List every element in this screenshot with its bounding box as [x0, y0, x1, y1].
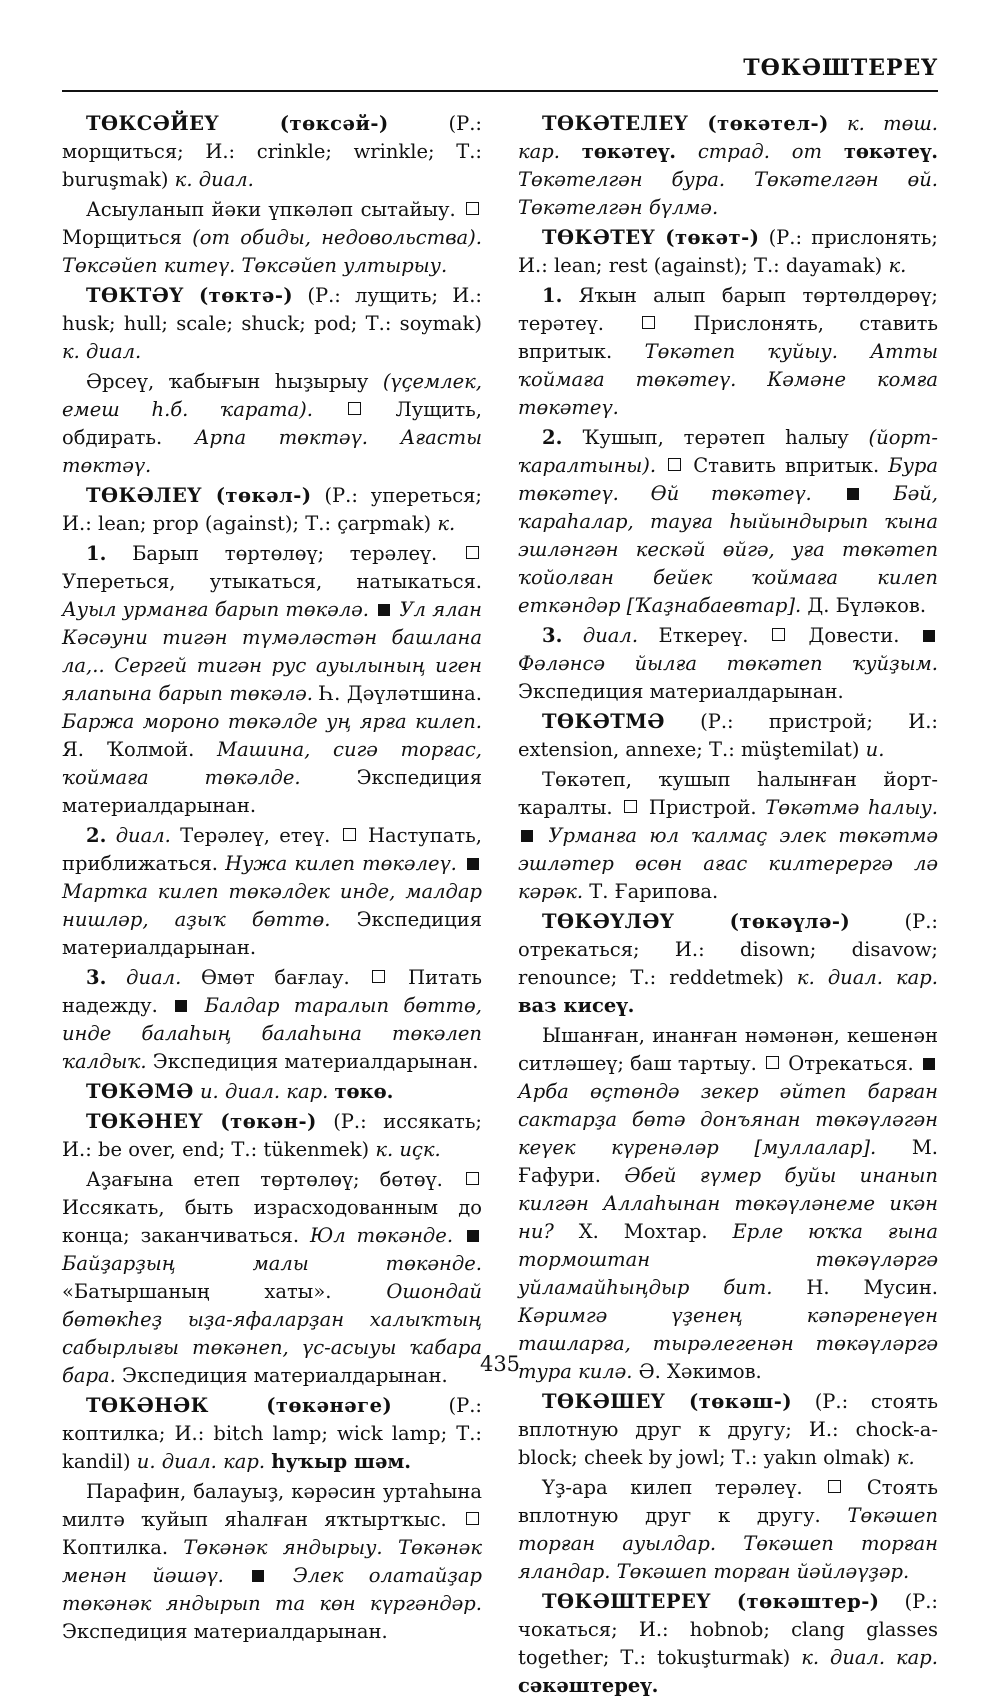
left-column [62, 110, 482, 1648]
italic-text: к. иҫк. [375, 1138, 441, 1161]
italic-text: Арпа төктәү. Ағасты төктәү. [62, 426, 482, 477]
italic-text: (от обиды, недовольства). Төксәйеп китеү. Төксәйеп ултырыу. [62, 226, 482, 277]
example-black-square-icon [467, 858, 479, 870]
text-run: Пристрой. [640, 796, 766, 819]
text-run: Яҡын алып барып төртөлдөрөү; терәтеү. [518, 284, 938, 335]
right-column [518, 110, 938, 1702]
text-run: (Р.: иссякать; И.: be over, end; Т.: tükenmek) [62, 1110, 482, 1161]
text-run: Экспедиция материалдарынан. [146, 1050, 479, 1073]
translation-square-icon [466, 546, 479, 559]
text-run [656, 454, 665, 477]
translation-square-icon [642, 316, 655, 329]
text-run: Аҙағына етеп төртөлөү; бөтөү. [86, 1168, 463, 1191]
dictionary-entry [518, 908, 938, 1020]
italic-text: страд. от [697, 140, 822, 163]
page-number: 435 [479, 1352, 521, 1376]
bold-text: 2. [86, 824, 107, 847]
text-run: (Р.: коптилка; И.: bitch lamp; wick lamp; Т.: kandil) [62, 1394, 482, 1473]
text-run: (Р.: морщиться; И.: crinkle; wrinkle; Т.: buruşmak) [62, 112, 482, 191]
headword: ТӨКӘТМӘ [542, 710, 665, 733]
definition-paragraph [62, 196, 482, 280]
text-run: (Р.: стоять вплотную друг к другу; И.: chock-a-block; cheek by jowl; Т.: yakın olmak) [518, 1390, 938, 1469]
headword: ТӨКӘМӘ [86, 1080, 194, 1103]
translation-square-icon [766, 1056, 779, 1069]
definition-paragraph [518, 766, 938, 906]
text-run: Экспедиция материалдарынан. [62, 766, 483, 817]
italic-text: (йорт-ҡаралтыны). [518, 426, 938, 477]
italic-text: Ерле юҡҡа ғына тормоштан төкәүләргә уйламайһыңдыр бит. [518, 1220, 938, 1299]
text-run: Ҡушып, терәтеп һалыу [562, 426, 869, 449]
dictionary-entry [518, 1388, 938, 1472]
text-run: Наступать, приближаться. [62, 824, 482, 875]
translation-square-icon [466, 1512, 479, 1525]
italic-text: Мартка килеп төкәлдек инде, малдар нишләр, аҙыҡ бөттө. [62, 880, 482, 931]
italic-text: к. [896, 1446, 915, 1469]
italic-text: к. [437, 512, 456, 535]
bold-text: 3. [542, 624, 563, 647]
example-black-square-icon [521, 830, 533, 842]
text-run: Х. Мохтар. [553, 1220, 733, 1243]
text-run [453, 1224, 464, 1247]
bold-text: һуҡыр шәм. [271, 1450, 412, 1473]
dictionary-entry [518, 1588, 938, 1700]
bold-text: 2. [542, 426, 563, 449]
text-run: (Р.: упереться; И.: lean; prop (against); Т.: çarpmak) [62, 484, 482, 535]
example-black-square-icon [378, 604, 390, 616]
italic-text: Нужа килеп төкәлеү. [225, 852, 457, 875]
italic-text: и. [865, 738, 885, 761]
headword: ТӨКӘШТЕРЕҮ (төкәштер-) [542, 1590, 880, 1613]
text-run: Ставить впритык. [684, 454, 889, 477]
italic-text: Ул ялан Кәсәуни тигән түмәләстән башлана ла,.. Сергей тигән рус ауылының иген ялanына барып төкәлә. [62, 598, 482, 705]
bold-text: төкәтеү. [843, 140, 939, 163]
headword: ТӨКӘТЕЛЕҮ (төкәтел-) [542, 112, 829, 135]
text-run: Д. Бүләков. [801, 594, 927, 617]
text-run: Иссякать, быть израсходованным до конца; заканчиваться. [62, 1196, 482, 1247]
bold-text: 1. [86, 542, 107, 565]
text-run: Парафин, балауыҙ, кәрәсин уртаһына милтә ҡуйып яһалған яҡтыртҡыс. [62, 1480, 482, 1531]
text-run: Төкәтеп, ҡушып һалынған йорт-ҡаралты. [518, 768, 938, 819]
text-run: Питать надежду. [62, 966, 482, 1017]
text-run: Үҙ-ара килеп терәлеү. [542, 1476, 826, 1499]
text-run: Ә. Хәкимов. [632, 1360, 762, 1383]
text-run: Стоять вплотную друг к другу. [518, 1476, 939, 1527]
italic-text: к. диал. [62, 340, 142, 363]
text-run [676, 140, 698, 163]
italic-text: к. төш. кар. [518, 112, 938, 163]
text-run: Довести. [788, 624, 920, 647]
text-run: Терәлеү, етеү. [170, 824, 340, 847]
text-run: (Р.: прислонять; И.: lean; rest (against); Т.: dayamak) [518, 226, 938, 277]
definition-paragraph [62, 368, 482, 480]
translation-square-icon [372, 970, 385, 983]
example-black-square-icon [252, 1570, 264, 1582]
dictionary-entry [62, 282, 482, 366]
text-run: Экспедиция материалдарынан. [518, 680, 844, 703]
dictionary-entry [62, 1108, 482, 1164]
text-run: Т. Ғарипова. [583, 880, 719, 903]
italic-text: Машина, сигә торғас, ҡоймаға төкәлде. [62, 738, 482, 789]
text-run [106, 824, 115, 847]
text-run [369, 598, 375, 621]
translation-square-icon [668, 458, 681, 471]
dictionary-entry [518, 708, 938, 764]
bold-text: 1. [542, 284, 563, 307]
definition-paragraph [518, 1474, 938, 1586]
translation-square-icon [624, 800, 637, 813]
translation-square-icon [466, 1172, 479, 1185]
italic-text: Ауыл урманға барып төкәлә. [62, 598, 369, 621]
text-run [106, 966, 126, 989]
dictionary-entry [518, 224, 938, 280]
text-run: (Р.: лущить; И.: husk; hull; scale; shuck; pod; Т.: soymak) [62, 284, 482, 335]
text-run: Лущить, обдирать. [62, 398, 482, 449]
text-run: Ышанған, инанған нәмәнән, кешенән ситләшеү; баш тартыу. [518, 1024, 938, 1075]
definition-paragraph [518, 622, 938, 706]
italic-text: Арба өҫтөндә зекер әйтеп барған сактарҙа бөтә донъянан төкәүләгән кеүек күренәләр [муллалар]. [518, 1080, 938, 1159]
bold-text: ваз кисеү. [518, 994, 635, 1017]
italic-text: диал. [126, 966, 182, 989]
text-run: (Р.: чокаться; И.: hobnob; clang glasses together; Т.: tokuşturmak) [518, 1590, 938, 1669]
text-run [313, 398, 345, 421]
example-black-square-icon [923, 630, 935, 642]
text-run: Өмөт бағлау. [181, 966, 370, 989]
definition-paragraph [62, 540, 482, 820]
text-run [829, 112, 847, 135]
italic-text: (үҫемлек, емеш һ.б. ҡарата). [62, 370, 482, 421]
bold-text: төкәтеү. [581, 140, 676, 163]
text-run [457, 852, 464, 875]
italic-text: к. [888, 254, 907, 277]
italic-text: Ошондай бөтөкһеҙ ыҙа-яфаларҙан халыҡтың сабырлығы төкәнеп, үс-асыуы ҡабара бара. [62, 1280, 482, 1387]
headword: ТӨКӘНЕҮ (төкән-) [86, 1110, 317, 1133]
italic-text: диал. [115, 824, 171, 847]
italic-text: Урманға юл ҡалмаҫ элек төкәтмә эшләтер өсөн ағас килтерергә лә кәрәк. [518, 824, 938, 903]
example-black-square-icon [175, 1000, 187, 1012]
definition-paragraph [62, 964, 482, 1076]
text-run: Экспедиция материалдарынан. [115, 1364, 448, 1387]
italic-text: Юл төкәнде. [310, 1224, 454, 1247]
italic-text: и. диал. кар. [136, 1450, 266, 1473]
text-run [812, 482, 844, 505]
translation-square-icon [828, 1480, 841, 1493]
text-run: Һ. Дәүләтшина. [313, 682, 482, 705]
italic-text: и. диал. кар. [200, 1080, 329, 1103]
text-run: Прислонять, ставить впритык. [518, 312, 939, 363]
definition-paragraph [62, 1478, 482, 1646]
italic-text: Төкәшеп торған ауылдар. Төкәшеп торған яландар. Төкәшеп торған йәйләүҙәр. [518, 1504, 938, 1583]
dictionary-entry [518, 110, 938, 222]
translation-square-icon [466, 202, 479, 215]
text-run: Упереться, утыкаться, натыкаться. [62, 570, 482, 593]
headword: ТӨКСӘЙЕҮ (төксәй-) [86, 112, 389, 135]
headword: ТӨКӘҮЛӘҮ (төкәүлә-) [542, 910, 851, 933]
text-run: Я. Ҡолмой. [62, 738, 218, 761]
header-rule [62, 90, 938, 92]
text-run [224, 1564, 249, 1587]
italic-text: Төкәтелгән бура. Төкәтелгән өй. Төкәтелгән бүлмә. [518, 168, 938, 219]
text-run: Коптилка. [62, 1536, 184, 1559]
text-run: Әрсеү, ҡабығын һыҙырыу [86, 370, 383, 393]
italic-text: Балдар таралып бөттө, инде балаһың балаһына төкәлеп ҡалдыҡ. [62, 994, 482, 1073]
italic-text: Кәримгә үҙенең кәпәренеүен ташларға, тырәлегенән төкәүләргә тура килә. [518, 1304, 938, 1383]
italic-text: Әбей ғүмер буйы инанып килгән Аллаһынан төкәүләнеме икән ни? [518, 1164, 938, 1243]
text-run: Экспедиция материалдарынан. [62, 1620, 388, 1643]
italic-text: диал. [582, 624, 639, 647]
italic-text: Төкәтеп ҡуйыу. Атты ҡоймаға төкәтеү. Кәмәне комға төкәтеү. [518, 340, 938, 419]
translation-square-icon [348, 402, 361, 415]
translation-square-icon [343, 828, 356, 841]
bold-text: 3. [86, 966, 107, 989]
italic-text: Баржа мороно төкәлде уң ярға килеп. [62, 710, 482, 733]
italic-text: Бәй, ҡараһалар, тауға һыйындырып ҡына эшләнгән кескәй өйгә, уға төкәтеп ҡойолған бейек ҡоймаға килеп еткәндәр [Ҡаҙнабаевтар]. [518, 482, 939, 617]
headword: ТӨКӘТЕҮ (төкәт-) [542, 226, 760, 249]
dictionary-entry [62, 482, 482, 538]
text-run: (Р.: пристрой; И.: extension, annexe; Т.: müştemilat) [518, 710, 938, 761]
headword: ТӨКТӘҮ (төктә-) [86, 284, 294, 307]
example-black-square-icon [467, 1230, 479, 1242]
headword: ТӨКӘШЕҮ (төкәш-) [542, 1390, 793, 1413]
example-black-square-icon [923, 1058, 935, 1070]
definition-paragraph [518, 1022, 938, 1386]
italic-text: Бура төкәтеү. Өй төкәтеү. [518, 454, 938, 505]
text-run [562, 624, 583, 647]
italic-text: Элек олатайҙар төкәнәк яндырып та көн күргәндәр. [62, 1564, 483, 1615]
headword: ТӨКӘНӘК (төкәнәге) [86, 1394, 393, 1417]
text-run: Асыуланып йәки үпкәләп сытайыу. [86, 198, 463, 221]
text-run: Барып төртөлөү; терәлеү. [106, 542, 463, 565]
text-run: Морщиться [62, 226, 193, 249]
italic-text: Төкәтмә һалыу. [765, 796, 938, 819]
running-head: ТӨКӘШТЕРЕҮ [743, 55, 938, 81]
italic-text: Байҙарҙың малы төкәнде. [62, 1252, 482, 1275]
text-run: Отрекаться. [782, 1052, 920, 1075]
italic-text: к. диал. кар. [801, 1646, 938, 1669]
definition-paragraph [518, 424, 938, 620]
text-run [560, 140, 582, 163]
text-run: Еткереү. [638, 624, 769, 647]
italic-text: Фәләнсә йылға төкәтеп ҡуйҙым. [518, 652, 938, 675]
definition-paragraph [518, 282, 938, 422]
dictionary-entry [62, 110, 482, 194]
translation-square-icon [772, 628, 785, 641]
text-run: Н. Мусин. [772, 1276, 939, 1299]
text-run: Экспедиция материалдарынан. [62, 908, 482, 959]
italic-text: Төкәнәк яндырыу. Төкәнәк менән йәшәү. [62, 1536, 482, 1587]
italic-text: к. диал. [174, 168, 254, 191]
text-run: (Р.: отрекаться; И.: disown; disavow; renounce; Т.: reddetmek) [518, 910, 938, 989]
text-run: М. Ғафури. [518, 1136, 938, 1187]
text-run: «Батыршаның хаты». [62, 1280, 387, 1303]
bold-text: сәкәштереү. [518, 1674, 659, 1697]
example-black-square-icon [847, 488, 859, 500]
definition-paragraph [62, 822, 482, 962]
dictionary-entry [62, 1392, 482, 1476]
dictionary-entry [62, 1078, 482, 1106]
text-run [822, 140, 844, 163]
italic-text: к. диал. кар. [796, 966, 938, 989]
bold-text: төкө. [334, 1080, 394, 1103]
headword: ТӨКӘЛЕҮ (төкәл-) [86, 484, 312, 507]
